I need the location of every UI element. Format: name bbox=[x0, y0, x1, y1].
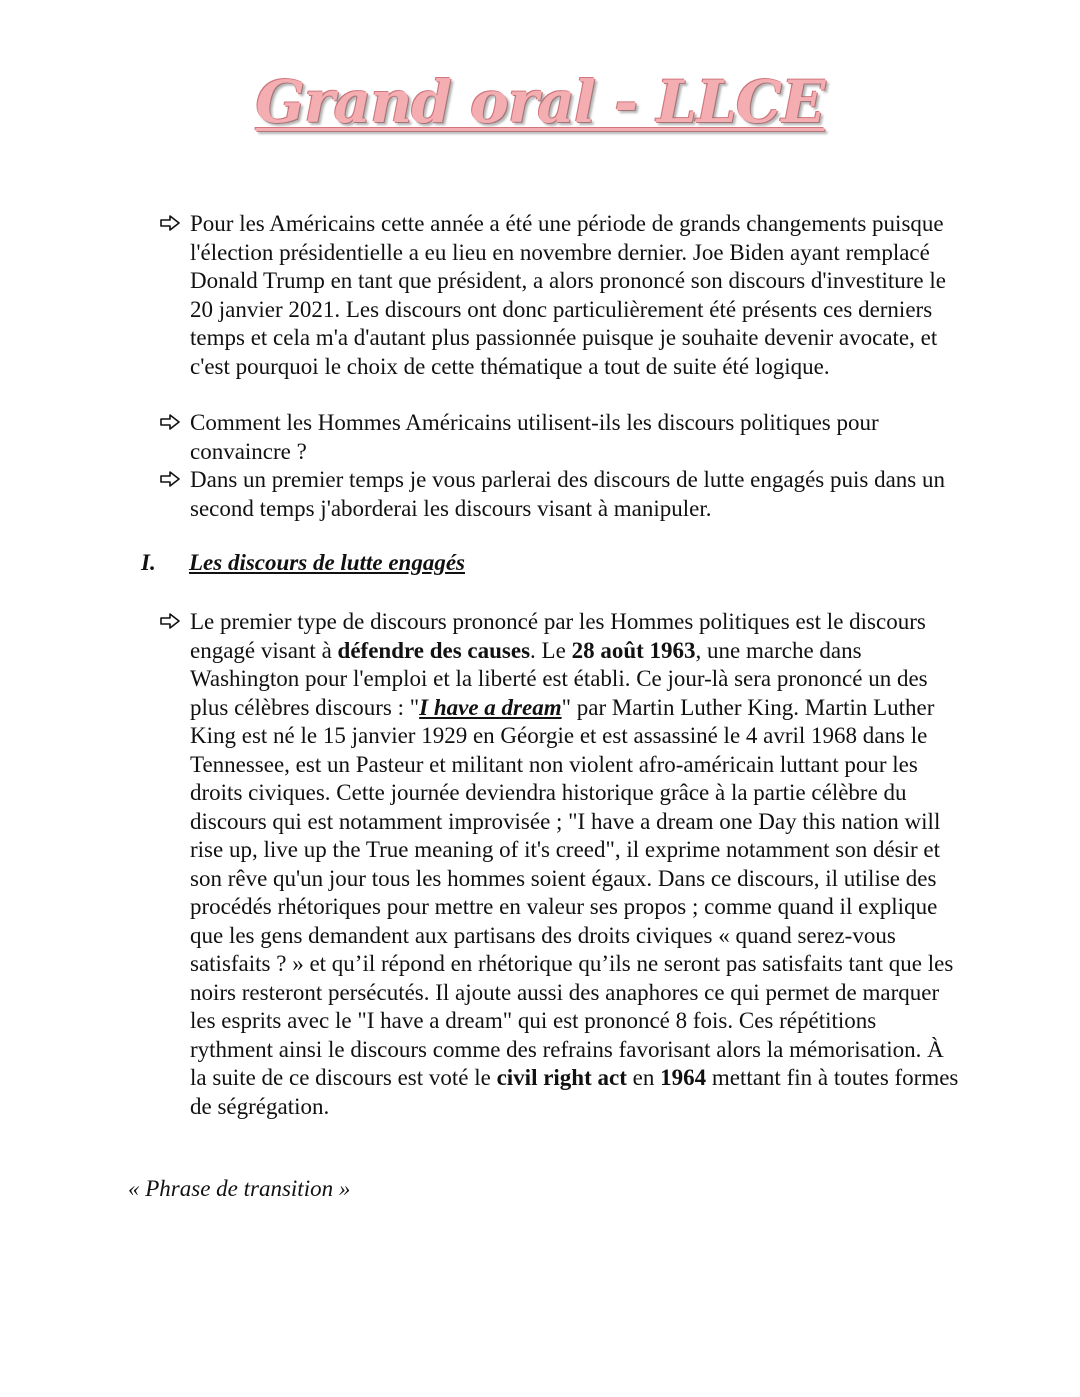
main-paragraph-bullet bbox=[160, 608, 960, 1121]
section-number: I. bbox=[141, 550, 156, 575]
paragraph-text: Le premier type de discours prononcé par les Hommes politiques est le discours engagé visant à bbox=[190, 609, 926, 663]
section-title: Les discours de lutte engagés bbox=[189, 550, 465, 575]
paragraph-text: , une marche dans Washington pour l'emploi et la liberté est établi. Ce jour-là sera prononcé un des plus célèbres discours : " bbox=[190, 637, 928, 720]
section-heading bbox=[141, 548, 465, 578]
emphasis-causes: défendre des causes bbox=[337, 637, 531, 663]
arrow-bullet-icon bbox=[160, 414, 180, 430]
paragraph-text: mettant fin à toutes formes de ségrégation. bbox=[190, 1065, 959, 1119]
arrow-bullet-icon bbox=[160, 471, 180, 487]
arrow-bullet-icon bbox=[160, 215, 180, 231]
intro-bullet-question bbox=[160, 409, 960, 466]
paragraph-text: " par Martin Luther King. Martin Luther King est né le 15 janvier 1929 en Géorgie et est assassiné le 4 avril 1968 dans le Tennessee, est un Pasteur et militant non violent afro-américain luttant pour les droits civiques. Cette journée deviendra historique grâce à la partie célèbre du discours qui est notamment improvisée ; "I have a dream one Day this nation will rise up, live up the True meaning of it's creed", il exprime notamment son désir et son rêve qu'un jour tous les hommes soient égaux. Dans ce discours, il utilise des procédés rhétoriques pour mettre en valeur ses propos ; comme quand il explique que les gens demandent aux partisans des droits civiques « quand serez-vous satisfaits ? » et qu’il répond en rhétorique qu’ils ne seront pas satisfaits tant que les noirs resteront persécutés. Il ajoute aussi des anaphores ce qui permet de marquer les esprits avec le "I have a dream" qui est prononcé 8 fois. Ces répétitions rythment ainsi le discours comme des refrains favorisant alors la mémorisation. À la suite de ce discours est voté le bbox=[190, 694, 954, 1090]
intro-bullet-text: Pour les Américains cette année a été une période de grands changements puisque l'élection présidentielle a eu lieu en novembre dernier. Joe Biden ayant remplacé Donald Trump en tant que président, a alors prononcé son discours d'investiture le 20 janvier 2021. Les discours ont donc particulièrement été présents ces derniers temps et cela m'a d'autant plus passionnée puisque je souhaite devenir avocate, et c'est pourquoi le choix de cette thématique a tout de suite été logique. bbox=[190, 211, 946, 379]
intro-bullet-plan bbox=[160, 466, 960, 523]
speech-title: I have a dream bbox=[419, 694, 562, 720]
emphasis-act: civil right act bbox=[496, 1065, 627, 1090]
intro-bullet-text: Dans un premier temps je vous parlerai des discours de lutte engagés puis dans un second temps j'aborderai les discours visant à manipuler. bbox=[190, 467, 945, 521]
paragraph-text: . Le bbox=[530, 637, 572, 663]
arrow-bullet-icon bbox=[160, 613, 180, 629]
emphasis-year: 1964 bbox=[660, 1065, 707, 1090]
paragraph-text: en bbox=[626, 1065, 661, 1090]
emphasis-date: 28 août 1963 bbox=[571, 637, 696, 663]
intro-bullet-context bbox=[160, 210, 960, 381]
transition-phrase: « Phrase de transition » bbox=[128, 1176, 351, 1201]
main-paragraph bbox=[190, 608, 960, 1121]
document-title: Grand oral - LLCE bbox=[255, 68, 825, 136]
intro-bullet-text: Comment les Hommes Américains utilisent-ils les discours politiques pour convaincre ? bbox=[190, 410, 879, 464]
